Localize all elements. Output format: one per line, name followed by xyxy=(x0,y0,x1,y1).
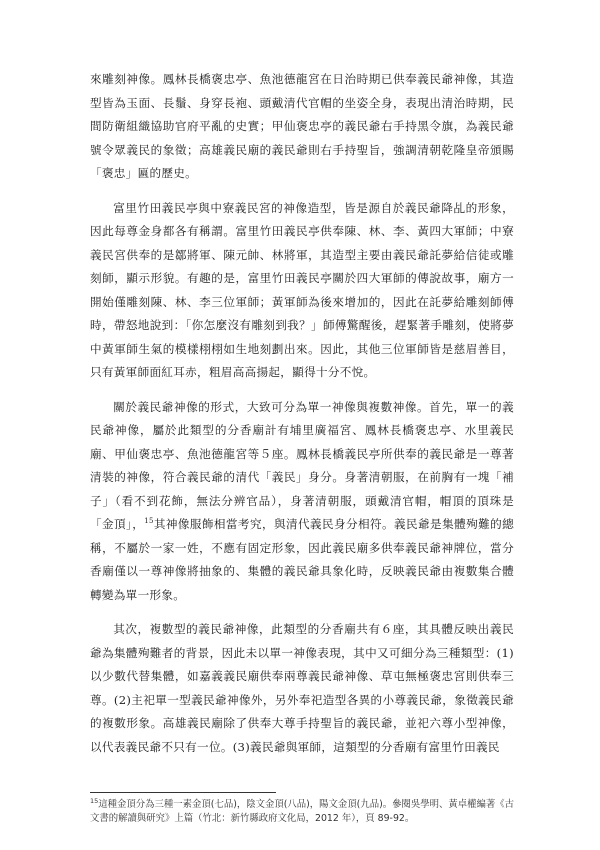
paragraph-3-before-ref: 關於義民爺神像的形式，大致可分為單一神像與複數神像。首先，單一的義民爺神像，屬於此類型的分香廟計有埔里廣福宮、鳳林長橋褒忠亭、水里義民廟、甲仙褒忠亭、魚池德龍宮等５座。鳳林長橋義民亭所供奉的義民爺是一尊著清裝的神像，符合義民爺的清代「義民」身分。身著清朝服，在前胸有一塊「補子」（看不到花飾，無法分辨官品），身著清朝服，頭戴清官帽，帽頂的頂珠是「金頂」， xyxy=(90,399,514,531)
footnote xyxy=(90,798,514,826)
paragraph-2: 富里竹田義民亭與中寮義民宮的神像造型，皆是源自於義民爺降乩的形象，因此每尊金身都各有稱謂。富里竹田義民亭供奉陳、林、李、黃四大軍師；中寮義民宮供奉的是鄒將軍、陳元帥、林將軍，其造型主要由義民爺託夢給信徒或雕刻師，顯示形貌。有趣的是，富里竹田義民亭關於四大軍師的傳說故事，廟方一開始僅雕刻陳、林、李三位軍師；黃軍師為後來增加的，因此在託夢給雕刻師傅時，帶怒地說到：「你怎麼沒有雕刻到我？」師傅驚醒後，趕緊著手雕刻，使將夢中黃軍師生氣的模樣栩栩如生地刻劃出來。因此，其他三位軍師皆是慈眉善目，只有黃軍師面紅耳赤，粗眉高高揚起，顯得十分不悅。 xyxy=(90,200,514,379)
footnote-divider xyxy=(90,792,276,793)
paragraph-4: 其次，複數型的義民爺神像，此類型的分香廟共有６座，其具體反映出義民爺為集體殉難者的背景，因此未以單一神像表現，其中又可細分為三種類型：(1)以少數代替集體，如嘉義義民廟供奉兩尊義民爺神像、草屯無極褒忠宮則供奉三尊。(2)主祀單一型義民爺神像外，另外奉祀造型各異的小尊義民爺，象徵義民爺的複數形象。高雄義民廟除了供奉大尊手持聖旨的義民爺，並祀六尊小型神像，以代表義民爺不只有一位。(3)義民爺與軍師，這類型的分香廟有富里竹田義民 xyxy=(90,622,514,754)
paragraph-3 xyxy=(90,396,514,608)
paragraph-1: 來雕刻神像。鳳林長橋褒忠亭、魚池德龍宮在日治時期已供奉義民爺神像，其造型皆為玉面、長鬚、身穿長袍、頭戴清代官帽的坐姿全身，表現出清治時期，民間防衛組織協助官府平亂的史實；甲仙褒忠亭的義民爺右手持黑令旗，為義民爺號令眾義民的象徵；高雄義民廟的義民爺則右手持聖旨，強調清朝乾隆皇帝頒賜「褒忠」匾的歷史。 xyxy=(90,72,514,180)
footnote-number: 15 xyxy=(90,796,99,805)
footnote-text: 這種金頂分為三種一素金頂(七品)，陰文金頂(八品)，陽文金頂(九品)。參閱吳學明、黃卓權編著《古文書的解讀與研究》上篇（竹北：新竹縣政府文化局，2012 年），頁 89-92。 xyxy=(90,799,514,824)
paragraph-3-after-ref: 其神像服飾相當考究，與清代義民身分相符。義民爺是集體殉難的總稱，不屬於一家一姓，不應有固定形象，因此義民廟多供奉義民爺神牌位，當分香廟僅以一尊神像將抽象的、集體的義民爺具象化時，反映義民爺由複數集合體轉變為單一形象。 xyxy=(90,517,514,602)
footnote-reference[interactable]: 15 xyxy=(144,517,154,526)
body-text xyxy=(90,68,514,770)
